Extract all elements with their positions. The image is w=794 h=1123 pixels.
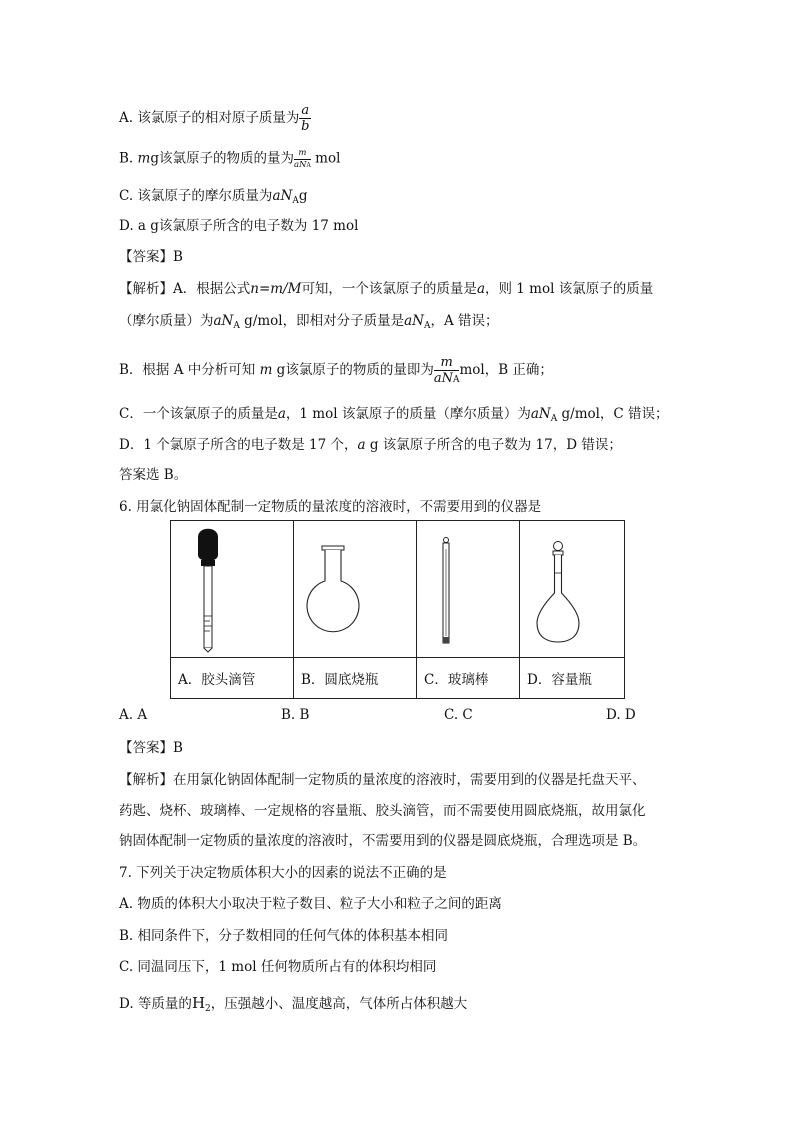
q6-analysis-line-2: 药匙、烧杯、玻璃棒、一定规格的容量瓶、胶头滴管，而不需要使用圆底烧瓶，故用氯化 xyxy=(119,803,646,819)
q5-option-d[interactable]: D. a g该氯原子所含的电子数为 17 mol xyxy=(119,218,359,234)
caption-c: C．玻璃棒 xyxy=(417,658,520,699)
q5-analysis-line-1: 【解析】A．根据公式n=m/M可知，一个该氯原子的质量是a，则 1 mol 该氯原子的质量 xyxy=(119,281,654,297)
q5-analysis-line-2: （摩尔质量）为$aN_A$ g/mol，即相对分子质量是$aN_A$，A 错误； xyxy=(119,313,499,331)
q7-option-b[interactable]: B. 相同条件下，分子数相同的任何气体的体积基本相同 xyxy=(119,928,449,944)
q5-option-a[interactable]: A. 该氯原子的相对原子质量为 $\frac{a}{b}$ xyxy=(119,103,310,134)
instrument-table xyxy=(170,520,625,699)
q7-option-a[interactable]: A. 物质的体积大小取决于粒子数目、粒子大小和粒子之间的距离 xyxy=(119,896,502,912)
glass-rod-icon xyxy=(417,521,519,653)
q6-stem: 6. 用氯化钠固体配制一定物质的量浓度的溶液时，不需要用到的仪器是 xyxy=(119,499,542,515)
q7-option-c[interactable]: C. 同温同压下，1 mol 任何物质所占有的体积均相同 xyxy=(119,959,437,975)
fraction-m-over-aNA: $\frac{m}{\text{aNA}}$ xyxy=(293,148,311,170)
instrument-cell-a xyxy=(171,521,294,658)
q5-option-b[interactable]: B. mg该氯原子的物质的量为 $\frac{m}{\text{aNA}}$ mol xyxy=(119,148,341,170)
q5-analysis-line-5: D．1 个氯原子所含的电子数是 17 个，a g 该氯原子所含的电子数为 17，D 错误； xyxy=(119,437,622,453)
q5-analysis-line-4: C．一个该氯原子的质量是a，1 mol 该氯原子的质量（摩尔质量）为$aN_A$ g/mol，C 错误； xyxy=(119,406,669,424)
q5-analysis-line-6: 答案选 B。 xyxy=(119,467,188,483)
caption-b: B．圆底烧瓶 xyxy=(294,658,417,699)
volumetric-flask-icon xyxy=(520,521,624,653)
q6-option-a[interactable]: A. A xyxy=(119,707,148,723)
q5-answer: 【答案】B xyxy=(119,249,183,265)
q5-analysis-line-3: B．根据 A 中分析可知 m g该氯原子的物质的量即为 $\frac{m}{\text{aNA}}$ mol，B 正确； xyxy=(119,355,553,386)
fraction-m-over-aNA-large: $\frac{m}{\text{aNA}}$ xyxy=(433,355,460,386)
instrument-cell-d xyxy=(520,521,625,658)
q7-option-d[interactable]: D. 等质量的$H_2$，压强越小、温度越高，气体所占体积越大 xyxy=(119,994,468,1014)
instrument-cell-c xyxy=(417,521,520,658)
dropper-icon xyxy=(171,521,293,653)
q6-option-b[interactable]: B. B xyxy=(281,707,310,723)
q6-option-d[interactable]: D. D xyxy=(606,707,636,723)
q6-analysis-line-3: 钠固体配制一定物质的量浓度的溶液时，不需要用到的仪器是圆底烧瓶，合理选项是 B。 xyxy=(119,833,647,849)
caption-d: D．容量瓶 xyxy=(520,658,625,699)
q5-option-c[interactable]: C. 该氯原子的摩尔质量为$aN_Ag$ xyxy=(119,188,308,206)
q6-option-c[interactable]: C. C xyxy=(444,707,473,723)
q7-stem: 7. 下列关于决定物质体积大小的因素的说法不正确的是 xyxy=(119,865,447,881)
q6-analysis-line-1: 【解析】在用氯化钠固体配制一定物质的量浓度的溶液时，需要用到的仪器是托盘天平、 xyxy=(119,772,646,788)
round-bottom-flask-icon xyxy=(294,521,416,653)
q6-answer: 【答案】B xyxy=(119,740,183,756)
instrument-cell-b xyxy=(294,521,417,658)
caption-a: A．胶头滴管 xyxy=(171,658,294,699)
fraction-a-over-b: $\frac{a}{b}$ xyxy=(301,103,310,134)
